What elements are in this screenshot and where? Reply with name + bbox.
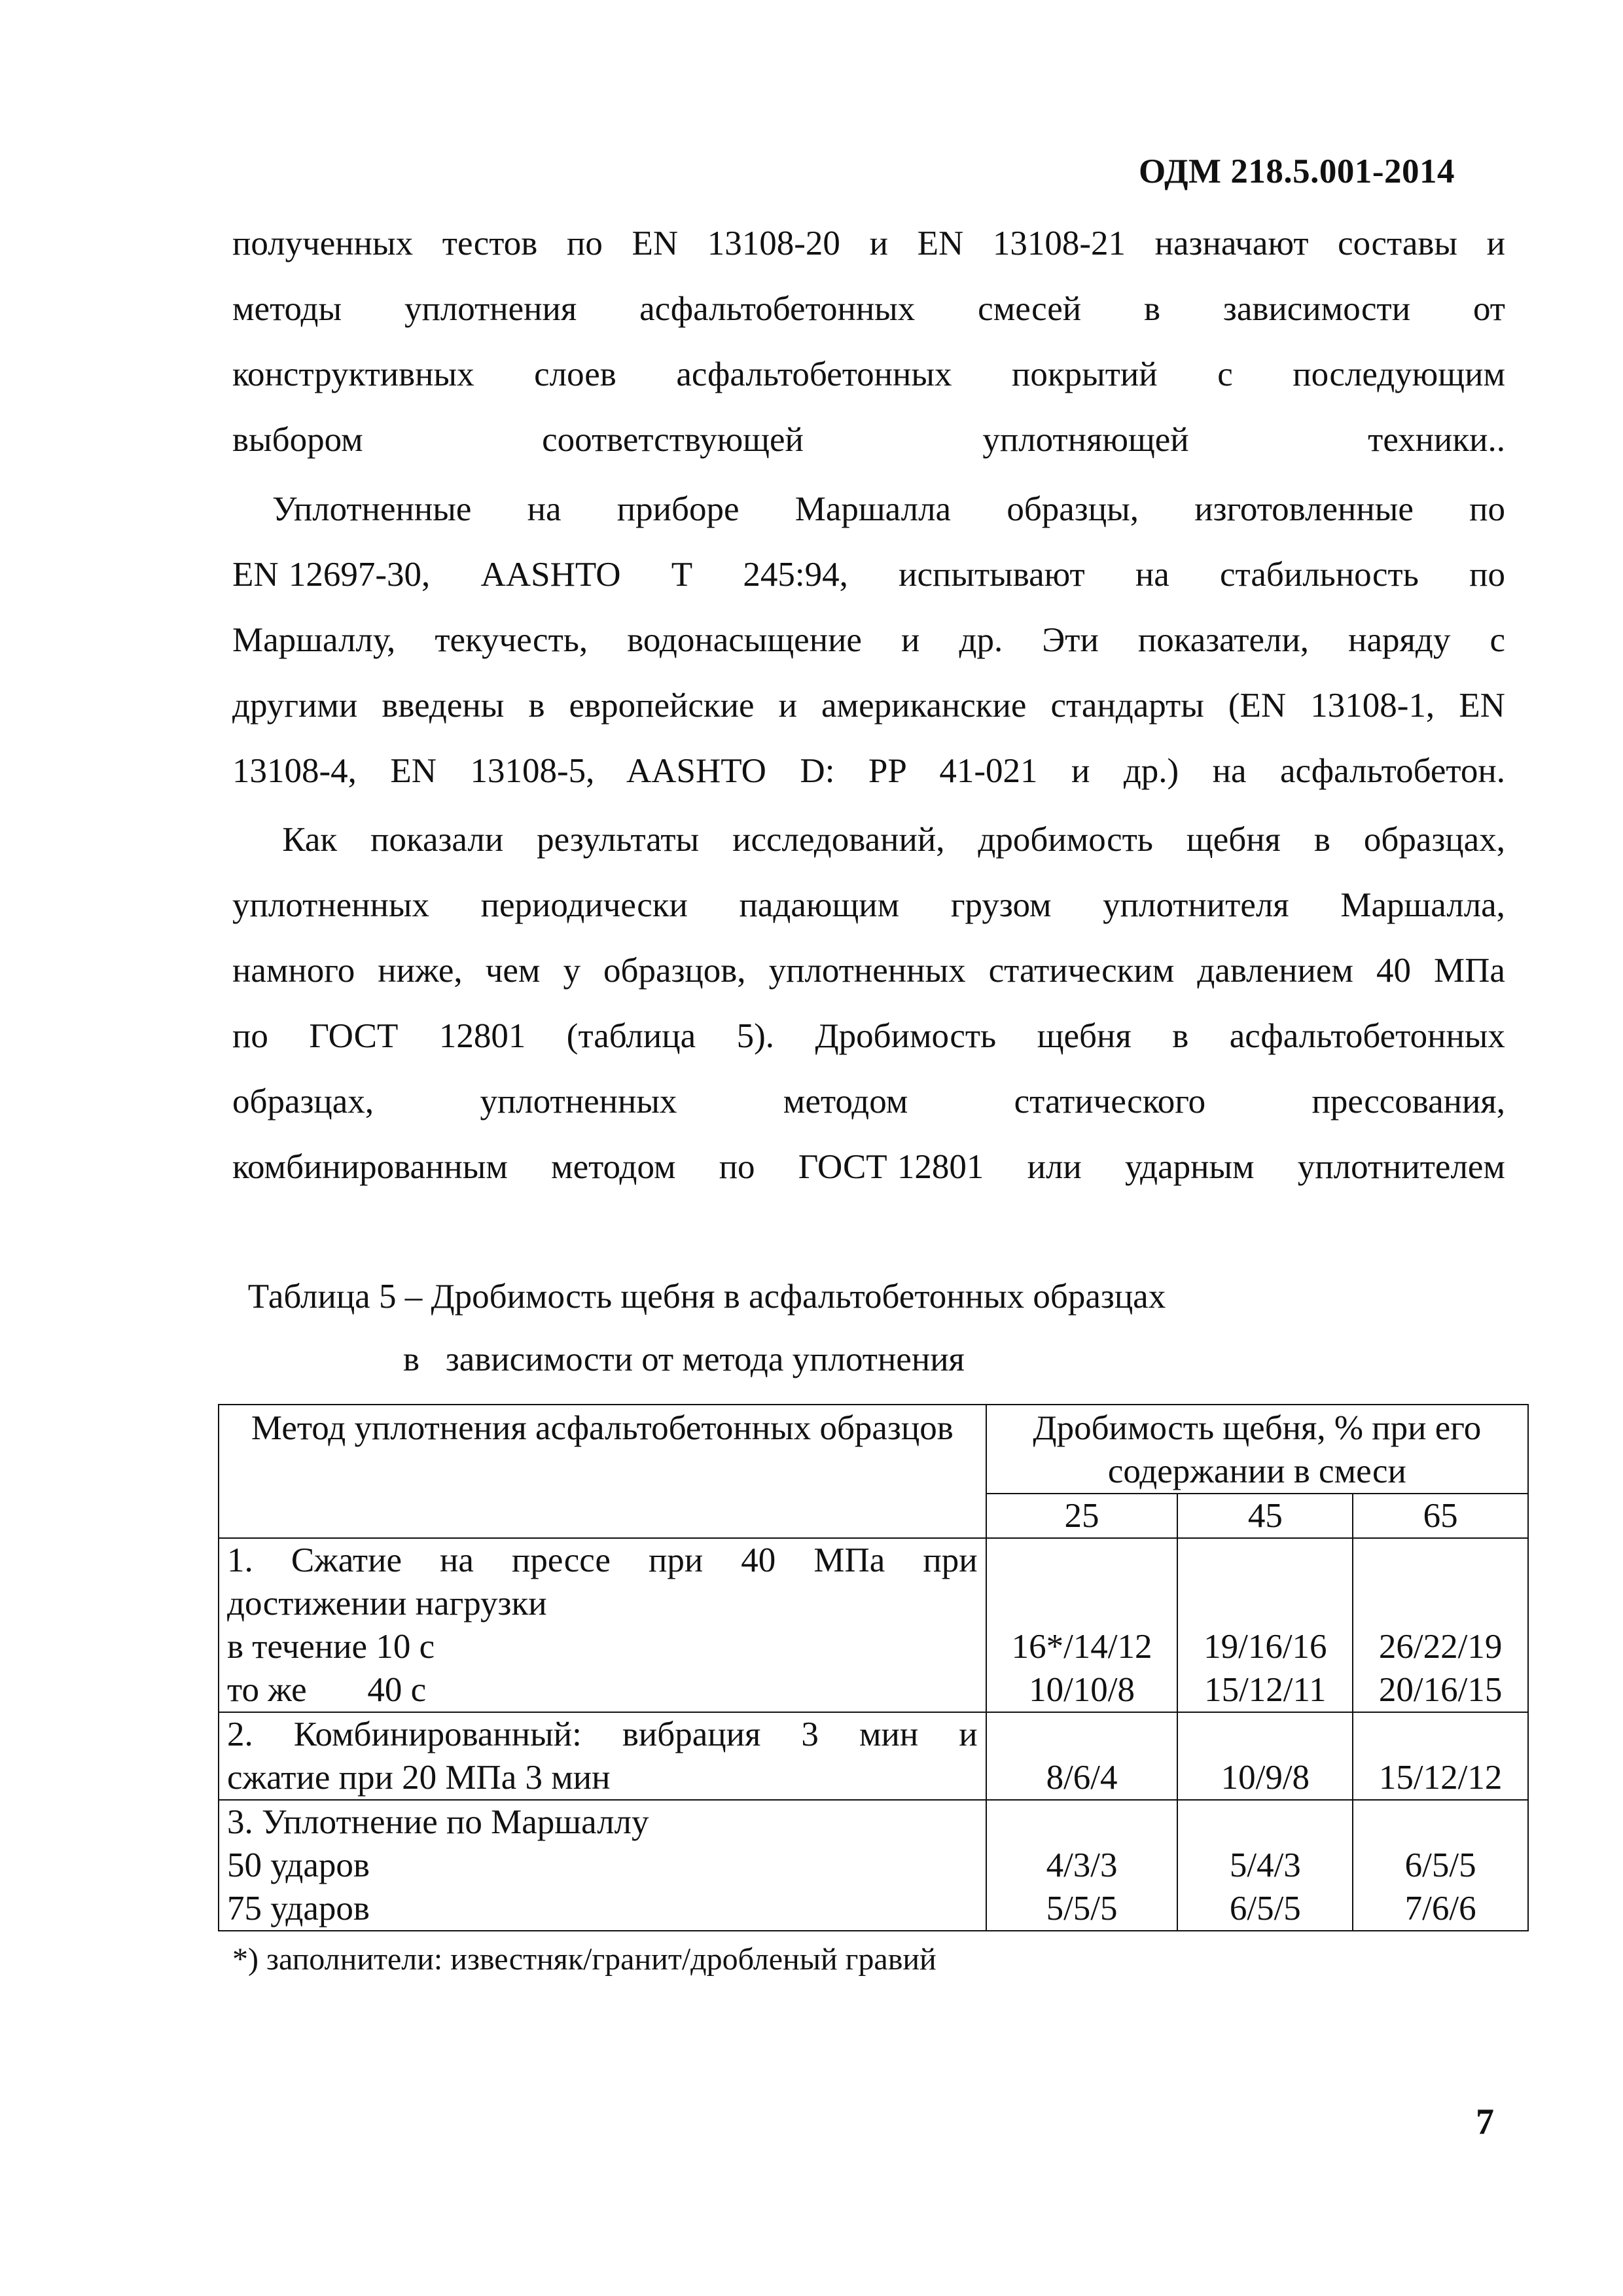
word: по	[719, 1148, 755, 1186]
word: изготовленные	[1194, 490, 1414, 528]
word: статического	[1014, 1083, 1206, 1121]
text-line	[232, 542, 1505, 607]
word: уплотненных	[232, 886, 429, 924]
value-line	[1361, 1539, 1520, 1582]
word: на	[1135, 556, 1169, 594]
word: прессе	[512, 1541, 611, 1579]
text-line	[232, 342, 1505, 407]
word: в	[1172, 1017, 1189, 1055]
word: исследований,	[732, 821, 945, 859]
word: европейские	[569, 687, 755, 725]
word: наряду	[1348, 621, 1451, 659]
method-line	[227, 1539, 978, 1582]
word: мин	[859, 1715, 919, 1753]
word: зависимости	[1222, 290, 1411, 328]
word: 40	[741, 1541, 776, 1579]
word: Маршалла,	[1340, 886, 1505, 924]
word: асфальтобетонных	[1229, 1017, 1505, 1055]
word: конструктивных	[232, 355, 474, 393]
word: 5).	[736, 1017, 775, 1055]
word: уплотненных	[768, 952, 966, 990]
text-line	[232, 938, 1505, 1003]
text-line-last: 13108-4, EN 13108-5, AASHTO D: PP 41-021 и др.) на асфальтобетон.	[232, 752, 1505, 790]
paragraph-2	[232, 476, 1505, 804]
method-line	[227, 1713, 978, 1756]
method-line: 50 ударов	[227, 1846, 370, 1884]
value-line	[995, 1582, 1169, 1625]
table-cell-method	[219, 1712, 986, 1800]
table-header-percent: 45	[1177, 1494, 1353, 1538]
crushability-table	[218, 1404, 1529, 1931]
table-header-method: Метод уплотнения асфальтобетонных образцов	[219, 1405, 986, 1538]
value-line: 19/16/16	[1204, 1628, 1327, 1666]
text-line	[232, 607, 1505, 673]
word: при	[923, 1541, 978, 1579]
value-line	[1361, 1801, 1520, 1844]
table-cell-value	[1353, 1800, 1528, 1931]
word: другими	[232, 687, 358, 725]
word: методом	[783, 1083, 908, 1121]
table-cell-value	[986, 1800, 1178, 1931]
table-row	[219, 1800, 1528, 1931]
word: EN	[917, 224, 964, 262]
table-header-percent: 65	[1353, 1494, 1528, 1538]
word: Маршалла	[794, 490, 952, 528]
value-line	[1186, 1582, 1344, 1625]
method-line: сжатие при 20 МПа 3 мин	[227, 1759, 611, 1797]
word: Эти	[1042, 621, 1099, 659]
word: результаты	[537, 821, 700, 859]
text-line	[232, 872, 1505, 938]
value-line: 10/10/8	[1029, 1671, 1135, 1709]
word: приборе	[616, 490, 740, 528]
value-line	[995, 1801, 1169, 1844]
word: показали	[370, 821, 504, 859]
paragraph-1	[232, 211, 1505, 473]
word: МПа	[1433, 952, 1505, 990]
value-line	[1361, 1582, 1520, 1625]
word: и	[959, 1715, 978, 1753]
method-line: достижении нагрузки	[227, 1585, 547, 1623]
text-line-last: выбором соответствующей уплотняющей техники..	[232, 421, 1505, 459]
method-line: 3. Уплотнение по Маршаллу	[227, 1803, 649, 1841]
word: введены	[382, 687, 505, 725]
word: чем	[485, 952, 541, 990]
table-header-crushability: Дробимость щебня, % при его содержании в смеси	[986, 1405, 1528, 1494]
page-number: 7	[1476, 2102, 1494, 2142]
value-line	[995, 1539, 1169, 1582]
word: ударным	[1124, 1148, 1255, 1186]
word: периодически	[480, 886, 688, 924]
word: у	[563, 952, 580, 990]
table-cell-value	[1177, 1712, 1353, 1800]
value-line	[1361, 1713, 1520, 1756]
word: грузом	[950, 886, 1052, 924]
value-line: 20/16/15	[1378, 1671, 1503, 1709]
word: американские	[821, 687, 1027, 725]
word: стабильность	[1220, 556, 1419, 594]
text-line	[232, 807, 1505, 872]
word: с	[1217, 355, 1233, 393]
word: Сжатие	[291, 1541, 402, 1579]
word: и	[1486, 224, 1505, 262]
word: с	[1489, 621, 1505, 659]
table-title-line-1: Таблица 5 – Дробимость щебня в асфальтобетонных образцах	[247, 1278, 1166, 1316]
text-line	[232, 276, 1505, 342]
value-line: 10/9/8	[1221, 1759, 1310, 1797]
word: статическим	[988, 952, 1175, 990]
word: 2.	[227, 1715, 253, 1753]
value-line: 4/3/3	[1046, 1846, 1118, 1884]
word: показатели,	[1137, 621, 1310, 659]
value-line: 15/12/12	[1378, 1759, 1503, 1797]
word: методом	[551, 1148, 676, 1186]
word: ниже,	[378, 952, 463, 990]
value-line: 5/5/5	[1046, 1890, 1118, 1928]
word: 1.	[227, 1541, 253, 1579]
word: 12801	[438, 1017, 526, 1055]
value-line	[1186, 1801, 1344, 1844]
value-line	[1186, 1539, 1344, 1582]
word: образцы,	[1007, 490, 1139, 528]
word: асфальтобетонных	[639, 290, 916, 328]
word: падающим	[739, 886, 900, 924]
value-line: 5/4/3	[1229, 1846, 1301, 1884]
text-line	[232, 1069, 1505, 1134]
word: по	[1469, 556, 1505, 594]
word: на	[440, 1541, 474, 1579]
word: щебня	[1037, 1017, 1132, 1055]
word: при	[649, 1541, 704, 1579]
word: и	[778, 687, 797, 725]
word: уплотнителем	[1297, 1148, 1505, 1186]
word: 13108-20	[707, 224, 840, 262]
word: Комбинированный:	[293, 1715, 582, 1753]
word: текучесть,	[435, 621, 588, 659]
value-line: 7/6/6	[1404, 1890, 1476, 1928]
word: на	[527, 490, 562, 528]
word: образцов,	[603, 952, 746, 990]
word: по	[232, 1017, 268, 1055]
text-line	[232, 211, 1505, 276]
text-line	[232, 476, 1505, 542]
word: Как	[232, 821, 338, 859]
method-line: то же 40 с	[227, 1671, 427, 1709]
table-cell-value	[986, 1538, 1178, 1712]
word: тестов	[442, 224, 538, 262]
word: 3	[801, 1715, 819, 1753]
word: ГОСТ	[309, 1017, 399, 1055]
word: EN	[632, 224, 679, 262]
word: по	[1469, 490, 1505, 528]
word: (EN	[1228, 687, 1287, 725]
word: смесей	[978, 290, 1082, 328]
word: образцах,	[232, 1083, 374, 1121]
word: по	[566, 224, 603, 262]
word: или	[1027, 1148, 1082, 1186]
word: 245:94,	[743, 556, 848, 594]
document-code: ОДМ 218.5.001-2014	[1139, 152, 1455, 190]
word: намного	[232, 952, 355, 990]
value-line: 26/22/19	[1378, 1628, 1503, 1666]
table-cell-method	[219, 1538, 986, 1712]
word: Уплотненные	[232, 490, 472, 528]
word: уплотнителя	[1103, 886, 1289, 924]
word: составы	[1338, 224, 1457, 262]
word: 13108-1,	[1310, 687, 1435, 725]
word: образцах,	[1363, 821, 1505, 859]
word: 40	[1376, 952, 1411, 990]
word: назначают	[1154, 224, 1309, 262]
word: EN 12697-30,	[232, 556, 431, 594]
table-cell-method	[219, 1800, 986, 1931]
table-cell-value	[1353, 1538, 1528, 1712]
word: в	[528, 687, 545, 725]
table-header-percent: 25	[986, 1494, 1178, 1538]
value-line: 16*/14/12	[1011, 1628, 1152, 1666]
paragraph-3	[232, 807, 1505, 1200]
word: ГОСТ 12801	[798, 1148, 984, 1186]
word: МПа	[813, 1541, 885, 1579]
value-line: 6/5/5	[1404, 1846, 1476, 1884]
word: в	[1313, 821, 1330, 859]
word: стандарты	[1050, 687, 1204, 725]
word: и	[901, 621, 920, 659]
method-line: в течение 10 с	[227, 1628, 435, 1666]
table-cell-value	[1177, 1800, 1353, 1931]
value-line: 15/12/11	[1204, 1671, 1327, 1709]
value-line: 8/6/4	[1046, 1759, 1118, 1797]
table-row	[219, 1712, 1528, 1800]
value-line	[995, 1713, 1169, 1756]
word: EN	[1459, 687, 1505, 725]
word: 13108-21	[992, 224, 1126, 262]
word: Дробимость	[815, 1017, 997, 1055]
word: покрытий	[1012, 355, 1158, 393]
table-cell-value	[1353, 1712, 1528, 1800]
word: (таблица	[566, 1017, 696, 1055]
word: от	[1472, 290, 1505, 328]
table-cell-value	[986, 1712, 1178, 1800]
text-line	[232, 1003, 1505, 1069]
word: Маршаллу,	[232, 621, 396, 659]
word: испытывают	[899, 556, 1085, 594]
word: уплотнения	[404, 290, 577, 328]
text-line	[232, 673, 1505, 738]
word: последующим	[1293, 355, 1505, 393]
word: прессования,	[1311, 1083, 1505, 1121]
word: T	[671, 556, 693, 594]
word: слоев	[534, 355, 616, 393]
value-line: 6/5/5	[1229, 1890, 1301, 1928]
word: вибрация	[622, 1715, 761, 1753]
word: др.	[959, 621, 1003, 659]
word: комбинированным	[232, 1148, 508, 1186]
table-title-line-2: в зависимости от метода уплотнения	[403, 1340, 965, 1378]
table-row	[219, 1538, 1528, 1712]
table-cell-value	[1177, 1538, 1353, 1712]
word: методы	[232, 290, 342, 328]
word: AASHTO	[480, 556, 621, 594]
value-line	[1186, 1713, 1344, 1756]
word: и	[869, 224, 888, 262]
method-line: 75 ударов	[227, 1890, 370, 1928]
text-line	[232, 1134, 1505, 1200]
word: щебня	[1186, 821, 1281, 859]
word: полученных	[232, 224, 414, 262]
word: водонасыщение	[627, 621, 862, 659]
word: дробимость	[978, 821, 1153, 859]
table-footnote: *) заполнители: известняк/гранит/дробленый гравий	[232, 1942, 936, 1977]
word: в	[1144, 290, 1161, 328]
word: давлением	[1197, 952, 1353, 990]
word: уплотненных	[480, 1083, 677, 1121]
word: асфальтобетонных	[676, 355, 952, 393]
